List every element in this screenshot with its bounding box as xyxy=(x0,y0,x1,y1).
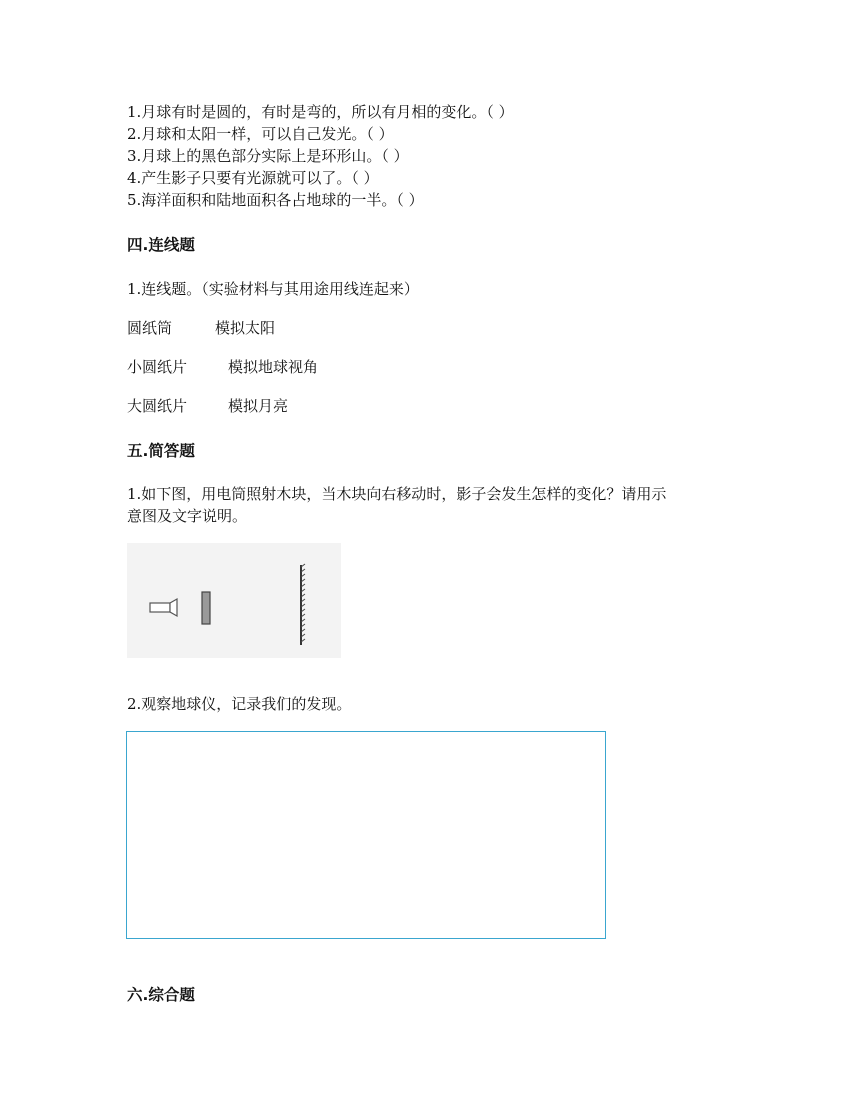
wood-block-icon xyxy=(202,592,210,624)
section-4-heading: 四.连线题 xyxy=(127,236,195,254)
judgement-item-2: 2.月球和太阳一样，可以自己发光。（ ） xyxy=(127,125,394,143)
judgement-item-3: 3.月球上的黑色部分实际上是环形山。（ ） xyxy=(127,147,409,165)
match-right-item-2: 模拟地球视角 xyxy=(228,358,319,376)
short-answer-q2: 2.观察地球仪，记录我们的发现。 xyxy=(127,695,352,713)
judgement-item-1: 1.月球有时是圆的，有时是弯的，所以有月相的变化。（ ） xyxy=(127,103,514,121)
section-5-heading: 五.简答题 xyxy=(127,442,195,460)
short-answer-q1-line2: 意图及文字说明。 xyxy=(127,507,248,525)
match-left-item-3: 大圆纸片 xyxy=(127,397,188,415)
judgement-item-5: 5.海洋面积和陆地面积各占地球的一半。（ ） xyxy=(127,191,424,209)
flashlight-block-figure xyxy=(127,543,341,658)
match-right-item-3: 模拟月亮 xyxy=(228,397,289,415)
figure-background xyxy=(127,543,341,658)
judgement-item-4: 4.产生影子只要有光源就可以了。（ ） xyxy=(127,169,379,187)
match-left-item-2: 小圆纸片 xyxy=(127,358,188,376)
answer-box[interactable] xyxy=(126,731,606,939)
section-6-heading: 六.综合题 xyxy=(127,986,195,1004)
match-right-item-1: 模拟太阳 xyxy=(215,319,276,337)
short-answer-q1-line1: 1.如下图，用电筒照射木块，当木块向右移动时，影子会发生怎样的变化？请用示 xyxy=(127,485,667,503)
matching-question: 1.连线题。（实验材料与其用途用线连起来） xyxy=(127,280,419,298)
match-left-item-1: 圆纸筒 xyxy=(127,319,173,337)
